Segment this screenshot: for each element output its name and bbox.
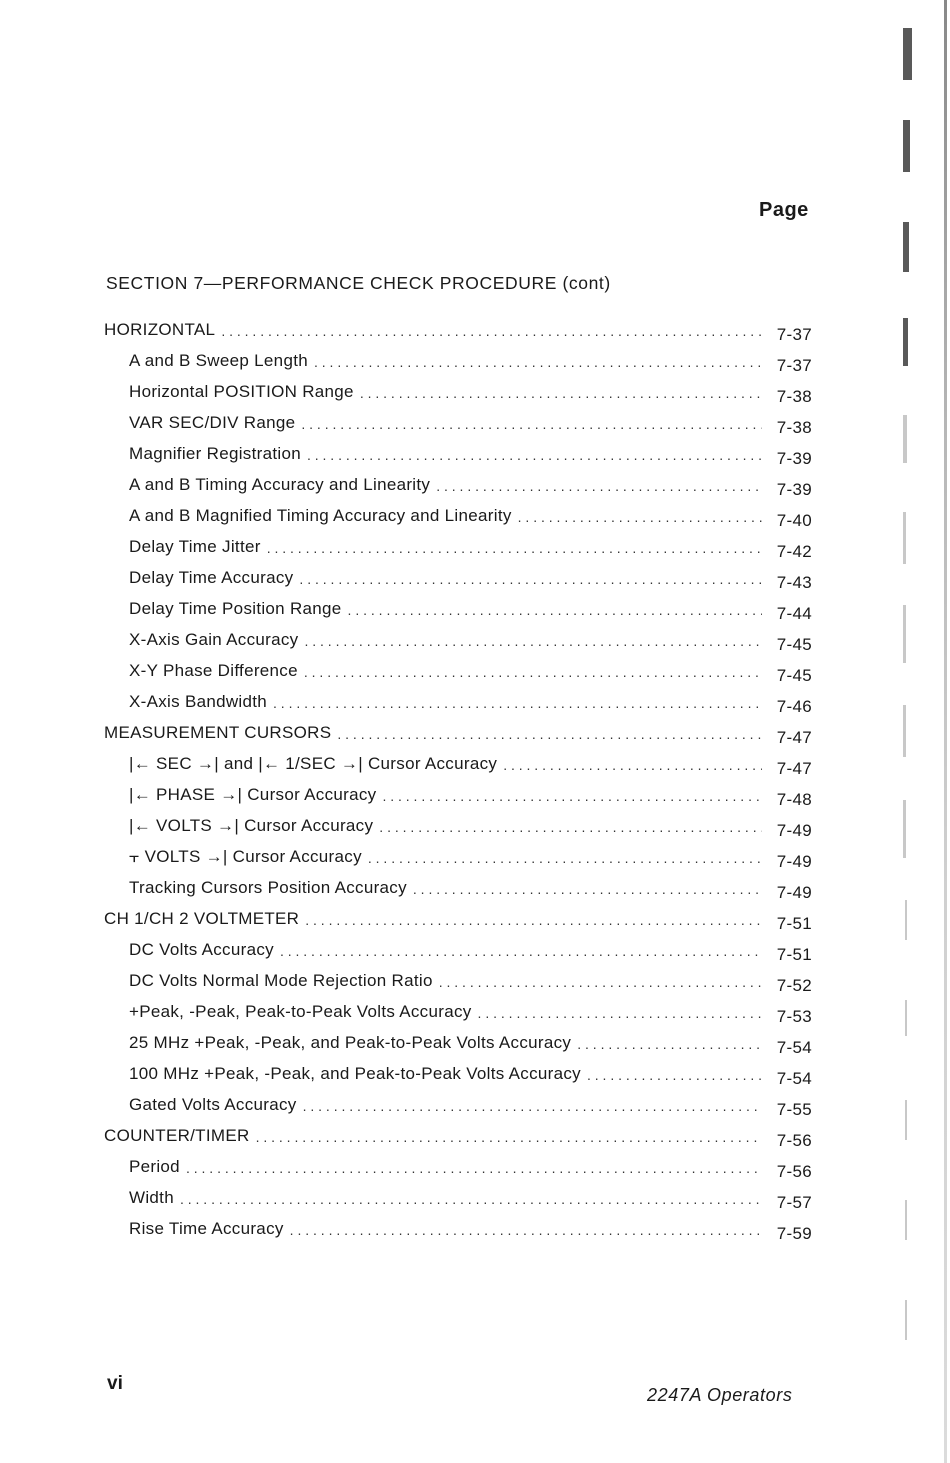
toc-entry-label: 100 MHz +Peak, -Peak, and Peak-to-Peak Volts Accuracy (129, 1064, 581, 1083)
toc-entry-page: 7-37 (776, 325, 812, 344)
toc-entry-label: Period (129, 1157, 180, 1176)
toc-entry-page: 7-55 (776, 1100, 812, 1119)
toc-entry-label: |← PHASE →| Cursor Accuracy (129, 785, 377, 804)
dot-leader (503, 756, 762, 774)
dot-leader (301, 415, 762, 433)
toc-entry-page: 7-56 (776, 1162, 812, 1181)
dot-leader (436, 477, 762, 495)
scan-mark (905, 1000, 907, 1036)
toc-entry (129, 626, 812, 654)
toc-entry (129, 812, 812, 840)
dot-leader (587, 1066, 762, 1084)
toc-entry (129, 874, 812, 902)
toc-entry (129, 1060, 812, 1088)
toc-entry (129, 781, 812, 809)
dot-leader (413, 880, 762, 898)
toc-entry (129, 936, 812, 964)
dot-leader (337, 725, 762, 743)
toc-entry-page: 7-48 (776, 790, 812, 809)
toc-entry (129, 471, 812, 499)
dot-leader (307, 446, 762, 464)
toc-entry-label: Magnifier Registration (129, 444, 301, 463)
dot-leader (280, 942, 762, 960)
toc-section-entry (104, 316, 812, 344)
toc-entry-page: 7-47 (776, 728, 812, 747)
dot-leader (221, 322, 762, 340)
toc-entry-label: X-Axis Bandwidth (129, 692, 268, 711)
toc-entry (129, 998, 812, 1026)
dot-leader (304, 663, 762, 681)
toc-entry (129, 347, 812, 375)
toc-entry (129, 1153, 812, 1181)
toc-entry-label: COUNTER/TIMER (104, 1126, 250, 1145)
dot-leader (379, 818, 762, 836)
scan-mark (903, 120, 910, 172)
toc-entry-label: Tracking Cursors Position Accuracy (129, 878, 407, 897)
toc-entry-page: 7-52 (776, 976, 812, 995)
scan-mark (903, 512, 906, 564)
dot-leader (267, 539, 762, 557)
toc-entry (129, 564, 812, 592)
toc-entry-label: Width (129, 1188, 174, 1207)
toc-entry-page: 7-53 (776, 1007, 812, 1026)
toc-entry-page: 7-37 (776, 356, 812, 375)
manual-title: 2247A Operators (647, 1385, 793, 1405)
scan-mark (903, 800, 906, 858)
dot-leader (368, 849, 762, 867)
toc-entry-label: Horizontal POSITION Range (129, 382, 354, 401)
toc-entry-page: 7-46 (776, 697, 812, 716)
toc-entry (129, 1029, 812, 1057)
toc-entry-label: DC Volts Accuracy (129, 940, 274, 959)
dot-leader (439, 973, 762, 991)
toc-entry (129, 750, 812, 778)
toc-entry-page: 7-44 (776, 604, 812, 623)
scan-mark (903, 705, 906, 757)
toc-entry-page: 7-49 (776, 852, 812, 871)
toc-entry-label: |← SEC →| and |← 1/SEC →| Cursor Accuracy (129, 754, 498, 773)
toc-entry (129, 1091, 812, 1119)
toc-entry (129, 657, 812, 685)
dot-leader (382, 787, 762, 805)
scan-mark (903, 318, 908, 366)
scan-mark (905, 1200, 907, 1240)
toc-entry-label: ⫟ VOLTS →| Cursor Accuracy (129, 847, 362, 866)
toc-entry (129, 843, 812, 871)
toc-entry (129, 1184, 812, 1212)
toc-entry-page: 7-56 (776, 1131, 812, 1150)
scan-mark (905, 1300, 907, 1340)
toc-entry-page: 7-49 (776, 883, 812, 902)
dot-leader (360, 384, 762, 402)
toc-entry-label: Delay Time Position Range (129, 599, 342, 618)
toc-entry-label: CH 1/CH 2 VOLTMETER (104, 909, 300, 928)
scan-mark (905, 1100, 907, 1140)
toc-entry-label: X-Axis Gain Accuracy (129, 630, 299, 649)
section-title: SECTION 7—PERFORMANCE CHECK PROCEDURE (cont) (106, 273, 611, 293)
toc-entry (129, 409, 812, 437)
toc-entry-label: 25 MHz +Peak, -Peak, and Peak-to-Peak Volts Accuracy (129, 1033, 572, 1052)
toc-entry-page: 7-49 (776, 821, 812, 840)
toc-entry-page: 7-42 (776, 542, 812, 561)
dot-leader (305, 911, 762, 929)
toc-entry-label: A and B Timing Accuracy and Linearity (129, 475, 431, 494)
toc-entry-page: 7-57 (776, 1193, 812, 1212)
dot-leader (256, 1128, 762, 1146)
toc-entry-label: A and B Magnified Timing Accuracy and Linearity (129, 506, 512, 525)
toc-entry-page: 7-51 (776, 914, 812, 933)
scan-mark (903, 415, 907, 463)
toc-entry-page: 7-38 (776, 418, 812, 437)
toc-section-entry (104, 905, 812, 933)
dot-leader (478, 1004, 762, 1022)
toc-entry-label: X-Y Phase Difference (129, 661, 298, 680)
toc-entry-label: Delay Time Accuracy (129, 568, 294, 587)
dot-leader (299, 570, 762, 588)
dot-leader (314, 353, 762, 371)
dot-leader (348, 601, 762, 619)
toc-entry-page: 7-47 (776, 759, 812, 778)
toc-entry (129, 1215, 812, 1243)
toc-entry (129, 967, 812, 995)
scan-mark (905, 900, 907, 940)
dot-leader (273, 694, 762, 712)
toc-entry-page: 7-40 (776, 511, 812, 530)
toc-section-entry (104, 1122, 812, 1150)
toc-entry-label: Rise Time Accuracy (129, 1219, 284, 1238)
dot-leader (180, 1190, 762, 1208)
toc-entry-page: 7-39 (776, 480, 812, 499)
toc-entry-label: Delay Time Jitter (129, 537, 261, 556)
dot-leader (518, 508, 762, 526)
page-column-heading: Page (759, 199, 809, 221)
scan-mark (903, 222, 909, 272)
toc-entry (129, 378, 812, 406)
toc-entry-label: VAR SEC/DIV Range (129, 413, 296, 432)
toc-entry (129, 502, 812, 530)
dot-leader (186, 1159, 762, 1177)
toc-entry-label: A and B Sweep Length (129, 351, 308, 370)
scan-mark (903, 605, 906, 663)
toc-entry-label: +Peak, -Peak, Peak-to-Peak Volts Accuracy (129, 1002, 472, 1021)
toc-entry-page: 7-51 (776, 945, 812, 964)
toc-entry-page: 7-38 (776, 387, 812, 406)
toc-entry-label: HORIZONTAL (104, 320, 216, 339)
dot-leader (303, 1097, 762, 1115)
toc-entry-label: MEASUREMENT CURSORS (104, 723, 332, 742)
scan-mark (903, 28, 912, 80)
binding-margin-marks (895, 0, 950, 1463)
toc-entry-page: 7-39 (776, 449, 812, 468)
dot-leader (290, 1221, 762, 1239)
toc-entry (129, 595, 812, 623)
toc-entry (129, 440, 812, 468)
toc-entry-page: 7-59 (776, 1224, 812, 1243)
toc-entry-page: 7-45 (776, 635, 812, 654)
toc-section-entry (104, 719, 812, 747)
toc-entry-page: 7-54 (776, 1069, 812, 1088)
toc-entry-page: 7-43 (776, 573, 812, 592)
toc-entry-page: 7-45 (776, 666, 812, 685)
toc-entry-label: DC Volts Normal Mode Rejection Ratio (129, 971, 433, 990)
toc-entry (129, 688, 812, 716)
toc-entry-label: |← VOLTS →| Cursor Accuracy (129, 816, 374, 835)
toc-entry-page: 7-54 (776, 1038, 812, 1057)
dot-leader (577, 1035, 762, 1053)
dot-leader (304, 632, 762, 650)
page-number: vi (107, 1373, 123, 1394)
toc-entry (129, 533, 812, 561)
toc-entry-label: Gated Volts Accuracy (129, 1095, 297, 1114)
